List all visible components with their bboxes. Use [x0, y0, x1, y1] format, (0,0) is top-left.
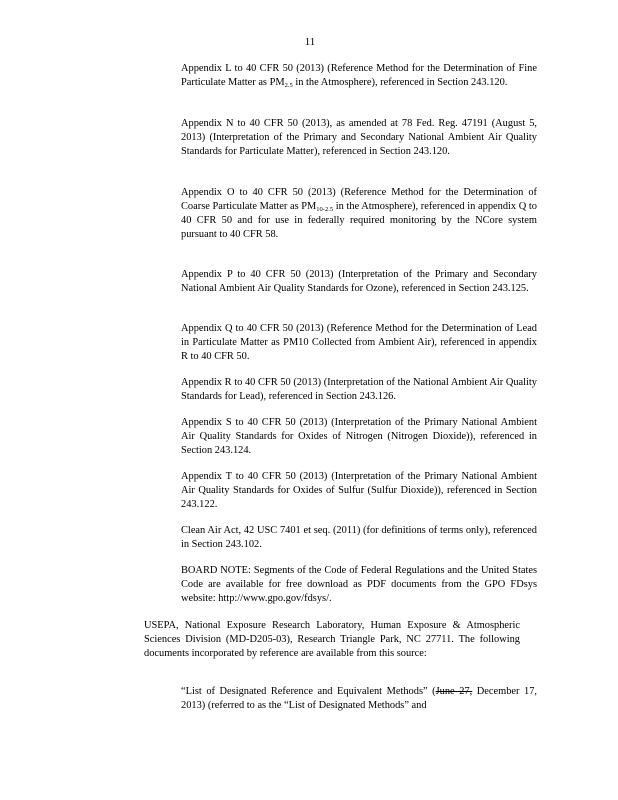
ref-text: in the Atmosphere), referenced in appendix Q to 40 CFR 50 and for use in federally required monitoring by the NCore system pursuant to 40 CFR 58. [181, 200, 537, 240]
ref-text: Appendix R to 40 CFR 50 (2013) (Interpretation of the National Ambient Air Quality Standards for Lead), referenced in Section 243.126. [181, 377, 537, 402]
ref-text: Clean Air Act, 42 USC 7401 et seq. (2011) (for definitions of terms only), referenced in Section 243.102. [181, 525, 537, 550]
ref-text: Appendix N to 40 CFR 50 (2013), as amended at 78 Fed. Reg. 47191 (August 5, 2013) (Interpretation of the Primary and Secondary National Ambient Air Quality Standards for Particulate Matter), referenced in Section 243.120. [181, 118, 537, 157]
ref-paragraph [181, 268, 537, 296]
usepa-text: USEPA, National Exposure Research Laboratory, Human Exposure & Atmospheric Sciences Division (MD-D205-03), Research Triangle Park, NC 27711. The following documents incorporated by reference are available from this source: [144, 620, 520, 659]
ref-text: in the Atmosphere), referenced in Section 243.120. [292, 76, 508, 88]
board-note [181, 564, 537, 606]
ref-text: Appendix O to 40 CFR 50 (2013) (Reference Method for the Determination of Coarse Particulate Matter as PM [181, 187, 537, 212]
usepa-paragraph [144, 619, 520, 661]
struck-text: June 27, [435, 686, 473, 697]
ref-text: Appendix L to 40 CFR 50 (2013) (Reference Method for the Determination of Fine Particulate Matter as PM [181, 63, 537, 88]
subscript: 2.5 [284, 81, 293, 89]
list-item-text: “List of Designated Reference and Equivalent Methods” ( [181, 686, 436, 697]
list-item-text: December 17, 2013) (referred to as the “List of Designated Methods” and [181, 686, 538, 711]
ref-paragraph [181, 322, 537, 364]
ref-text: Appendix S to 40 CFR 50 (2013) (Interpretation of the Primary National Ambient Air Quality Standards for Oxides of Nitrogen (Nitrogen Dioxide)), referenced in Section 243.124. [181, 417, 537, 456]
ref-paragraph [181, 186, 537, 242]
ref-paragraph [181, 62, 537, 90]
ref-text: Appendix P to 40 CFR 50 (2013) (Interpretation of the Primary and Secondary National Ambient Air Quality Standards for Ozone), referenced in Section 243.125. [181, 269, 537, 294]
ref-paragraph [181, 470, 537, 512]
board-note-text: BOARD NOTE: Segments of the Code of Federal Regulations and the United States Code are available for free download as PDF documents from the GPO FDsys website: http://www.gpo.gov/fdsys/. [181, 565, 537, 604]
ref-paragraph [181, 117, 537, 159]
subscript: 10-2.5 [316, 205, 334, 213]
ref-text: Appendix T to 40 CFR 50 (2013) (Interpretation of the Primary National Ambient Air Quality Standards for Oxides of Sulfur (Sulfur Dioxide)), referenced in Section 243.122. [181, 471, 537, 510]
ref-paragraph [181, 524, 537, 552]
ref-paragraph [181, 416, 537, 458]
page-number: 11 [304, 36, 316, 48]
ref-text: Appendix Q to 40 CFR 50 (2013) (Reference Method for the Determination of Lead in Particulate Matter as PM10 Collected from Ambient Air), referenced in appendix R to 40 CFR 50. [181, 323, 537, 362]
ref-paragraph [181, 376, 537, 404]
list-item [181, 685, 537, 713]
